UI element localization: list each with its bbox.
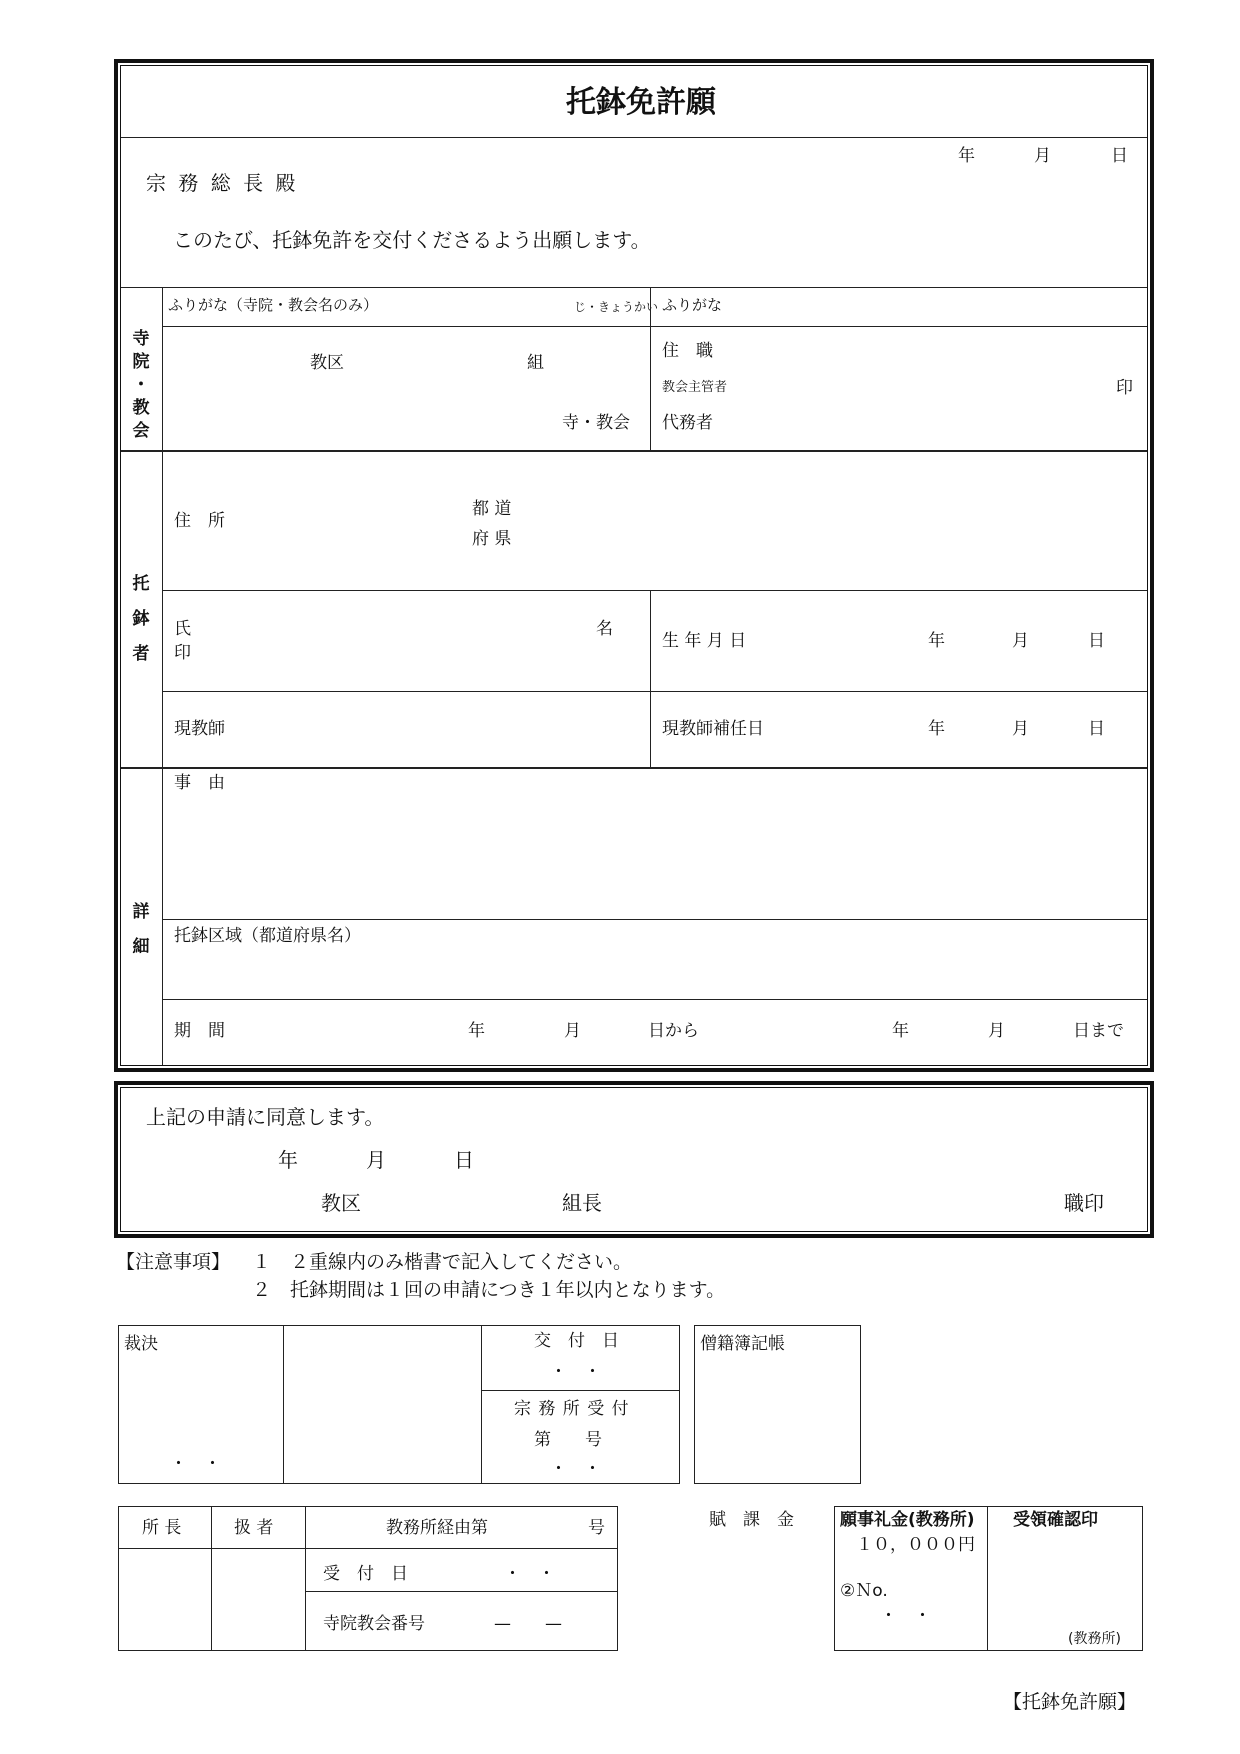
period-to-year: 年 bbox=[892, 1021, 909, 1041]
office-box-divider-1 bbox=[283, 1325, 284, 1484]
route-box-divider-2 bbox=[305, 1506, 306, 1651]
temple-kumi: 組 bbox=[527, 353, 544, 373]
area-row-divider bbox=[162, 999, 1147, 1000]
notes-item-2: ２ 托鉢期間は１回の申請につき１年以内となります。 bbox=[252, 1279, 726, 1301]
daimusha-label: 代務者 bbox=[662, 413, 713, 433]
uketsuke-bi-label: 受 付 日 bbox=[323, 1564, 408, 1584]
details-section-label: 詳 細 bbox=[132, 902, 150, 957]
name-row-divider bbox=[162, 691, 1147, 692]
dai-go-label: 第 号 bbox=[534, 1430, 602, 1450]
birth-date-label: 生 年 月 日 bbox=[662, 631, 747, 651]
main-form-inner-frame bbox=[120, 65, 1148, 1066]
temple-furigana-hint: じ・きょうかい bbox=[574, 300, 659, 314]
consent-month: 月 bbox=[366, 1148, 386, 1172]
saiketsu-dots: ・ ・ bbox=[170, 1454, 221, 1474]
area-label: 托鉢区域（都道府県名） bbox=[174, 926, 361, 946]
saiketsu-label: 裁決 bbox=[124, 1334, 158, 1354]
teacher-year: 年 bbox=[928, 719, 945, 739]
fee-no-label: ②Ｎo. bbox=[840, 1581, 888, 1601]
label-column-divider bbox=[162, 287, 163, 1065]
jushoku-label: 住 職 bbox=[662, 341, 713, 361]
date-year: 年 bbox=[958, 146, 975, 166]
period-from-year: 年 bbox=[468, 1021, 485, 1041]
uketsuke-label: 宗 務 所 受 付 bbox=[514, 1399, 630, 1419]
teacher-label: 現教師 bbox=[174, 719, 225, 739]
period-from-day: 日から bbox=[648, 1021, 699, 1041]
consent-kumicho: 組長 bbox=[562, 1191, 602, 1215]
teacher-month: 月 bbox=[1012, 719, 1029, 739]
consent-seal: 職印 bbox=[1064, 1191, 1104, 1215]
form-title: 托鉢免許願 bbox=[566, 85, 716, 120]
header-divider bbox=[121, 287, 1147, 288]
name-label-1: 氏 bbox=[174, 619, 191, 639]
route-box-hline-1 bbox=[305, 1548, 618, 1549]
kyokai-shukansha-label: 教会主管者 bbox=[662, 380, 728, 395]
date-day: 日 bbox=[1111, 146, 1128, 166]
address-fuken: 府 県 bbox=[472, 529, 512, 549]
fee-no-dots: ・ ・ bbox=[880, 1606, 931, 1626]
kofubi-label: 交 付 日 bbox=[534, 1331, 619, 1351]
uketsuke-bi-dots: ・ ・ bbox=[504, 1564, 555, 1584]
furigana-row-divider bbox=[162, 326, 1147, 327]
temple-furigana-label: ふりがな（寺院・教会名のみ） bbox=[168, 296, 379, 314]
address-label: 住 所 bbox=[174, 511, 225, 531]
route-box-hline-2 bbox=[305, 1591, 618, 1592]
office-box-hdivider bbox=[481, 1390, 680, 1391]
juryo-label: 受領確認印 bbox=[1013, 1510, 1098, 1530]
temple-tera-kyokai: 寺・教会 bbox=[562, 413, 630, 433]
uketsuke-dots: ・ ・ bbox=[550, 1459, 601, 1479]
birth-day: 日 bbox=[1088, 631, 1105, 651]
birth-month: 月 bbox=[1012, 631, 1029, 651]
route-box-header-line bbox=[118, 1548, 305, 1549]
address-row-divider bbox=[162, 590, 1147, 591]
consent-text: 上記の申請に同意します。 bbox=[146, 1105, 385, 1129]
date-month: 月 bbox=[1034, 146, 1051, 166]
name-seal: 印 bbox=[174, 643, 191, 663]
applicant-section-bottom bbox=[121, 767, 1147, 769]
teacher-day: 日 bbox=[1088, 719, 1105, 739]
jiin-bango-dashes: — — bbox=[494, 1614, 562, 1634]
fee-box-divider bbox=[987, 1506, 988, 1651]
applicant-mid-divider bbox=[650, 590, 651, 767]
consent-year: 年 bbox=[278, 1148, 298, 1172]
temple-kyoku: 教区 bbox=[310, 353, 344, 373]
temple-mid-divider bbox=[650, 287, 651, 450]
birth-year: 年 bbox=[928, 631, 945, 651]
consent-day: 日 bbox=[454, 1148, 474, 1172]
consent-kyoku: 教区 bbox=[321, 1191, 361, 1215]
furigana-right-label: ふりがな bbox=[662, 296, 723, 314]
jiin-bango-label: 寺院教会番号 bbox=[323, 1614, 425, 1634]
kofubi-dots: ・ ・ bbox=[550, 1362, 601, 1382]
reason-row-divider bbox=[162, 919, 1147, 920]
period-label: 期 間 bbox=[174, 1021, 225, 1041]
name-label-2: 名 bbox=[596, 619, 613, 639]
temple-section-label: 寺 院 ・ 教 会 bbox=[132, 329, 150, 441]
notes-item-1: １ ２重線内のみ楷書で記入してください。 bbox=[252, 1251, 633, 1273]
kyomusho-keiyu-label: 教務所経由第 bbox=[386, 1518, 488, 1538]
request-text: このたび、托鉢免許を交付くださるよう出願します。 bbox=[173, 228, 651, 252]
temple-section-bottom bbox=[121, 450, 1147, 452]
route-box-divider-1 bbox=[211, 1506, 212, 1651]
reikin-amount: １０，０００円 bbox=[856, 1535, 975, 1555]
period-to-month: 月 bbox=[988, 1021, 1005, 1041]
reason-label: 事 由 bbox=[174, 773, 225, 793]
applicant-section-label: 托 鉢 者 bbox=[132, 574, 150, 664]
reikin-label: 願事礼金(教務所) bbox=[840, 1510, 975, 1530]
kyomusho-note: (教務所) bbox=[1068, 1631, 1121, 1647]
shocho-label: 所 長 bbox=[142, 1518, 182, 1538]
notes-label: 【注意事項】 bbox=[116, 1251, 231, 1273]
footer-title: 【托鉢免許願】 bbox=[1003, 1691, 1137, 1713]
period-to-day: 日まで bbox=[1073, 1021, 1124, 1041]
atsukaisha-label: 扱 者 bbox=[234, 1518, 274, 1538]
address-todo: 都 道 bbox=[472, 499, 512, 519]
title-divider bbox=[121, 137, 1147, 138]
office-box-divider-2 bbox=[481, 1325, 482, 1484]
addressee: 宗 務 総 長 殿 bbox=[146, 171, 299, 195]
soseki-label: 僧籍簿記帳 bbox=[700, 1334, 785, 1354]
fukakin-label: 賦 課 金 bbox=[709, 1510, 794, 1530]
period-from-month: 月 bbox=[564, 1021, 581, 1041]
go-label: 号 bbox=[588, 1518, 605, 1538]
temple-seal: 印 bbox=[1116, 378, 1133, 398]
teacher-date-label: 現教師補任日 bbox=[662, 719, 764, 739]
